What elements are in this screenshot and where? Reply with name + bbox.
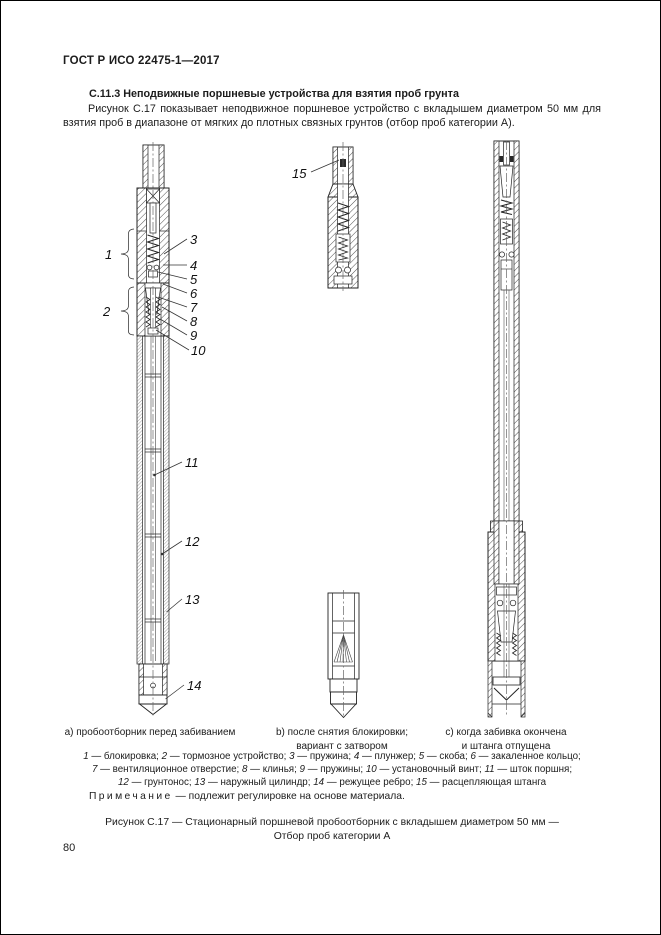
figure-caption-line1: Рисунок С.17 — Стационарный поршневой пробоотборник с вкладышем диаметром 50 мм — (105, 817, 559, 828)
sampler-b (328, 142, 359, 718)
legend-line: 12 — грунтонос; 13 — наружный цилиндр; 14 — режущее ребро; 15 — расцепляющая штанга (117, 776, 547, 788)
subcaption-a-text: а) пробоотборник перед забиванием (64, 727, 236, 738)
sampler-a (137, 142, 169, 717)
callout-6: 6 (190, 286, 198, 301)
page-number: 80 (63, 842, 76, 854)
subcaption-a (50, 726, 250, 740)
callout-10: 10 (191, 343, 206, 358)
subcaption-b-line2: вариант с затвором (296, 740, 388, 752)
section-heading: С.11.3 Неподвижные поршневые устройства для взятия проб грунта (89, 88, 459, 100)
figure-c17-drawing (1, 139, 661, 725)
legend-line: 1 — блокировка; 2 — тормозное устройство; 3 — пружина; 4 — плунжер; 5 — скоба; 6 — закаленное кольцо; (83, 751, 581, 762)
subcaption-c-line1: с) когда забивка окончена (445, 727, 567, 738)
callout-15: 15 (292, 166, 307, 181)
callout-4: 4 (190, 258, 198, 273)
brace-2 (121, 287, 134, 335)
sampler-c (488, 141, 525, 717)
page-header: ГОСТ Р ИСО 22475-1—2017 (63, 55, 220, 67)
callout-14: 14 (187, 678, 202, 693)
brace-1 (121, 229, 134, 279)
subcaption-c (406, 726, 606, 754)
note-dash: — (175, 791, 186, 802)
callout-2: 2 (103, 304, 111, 319)
section-paragraph: Рисунок С.17 показывает неподвижное поршневое устройство с вкладышем диаметром 50 мм для взятия проб в диапазоне от мягких до плотных связных грунтов (отбор проб категории А). (63, 103, 601, 130)
callout-3: 3 (190, 232, 198, 247)
callout-7: 7 (190, 300, 198, 315)
subcaption-c-line2: и штанга отпущена (461, 740, 551, 752)
callout-1: 1 (105, 247, 113, 262)
subcaption-b-line1: b) после снятия блокировки; (275, 727, 409, 738)
note-label: Примечание (89, 791, 173, 802)
callout-12: 12 (185, 534, 200, 549)
callout-11: 11 (185, 455, 199, 470)
callout-5: 5 (190, 272, 198, 287)
figure-legend (63, 751, 601, 789)
callout-9: 9 (190, 328, 198, 343)
callout-numbers (102, 166, 307, 693)
legend-line: 7 — вентиляционное отверстие; 8 — клинья; 9 — пружины; 10 — установочный винт; 11 — шток поршня; (91, 763, 573, 775)
callout-8: 8 (190, 314, 198, 329)
figure-caption (63, 816, 601, 844)
figure-note (89, 791, 405, 802)
note-text: подлежит регулировке на основе материала. (188, 791, 405, 802)
figure-caption-line2: Отбор проб категории А (273, 830, 391, 842)
callout-13: 13 (185, 592, 200, 607)
